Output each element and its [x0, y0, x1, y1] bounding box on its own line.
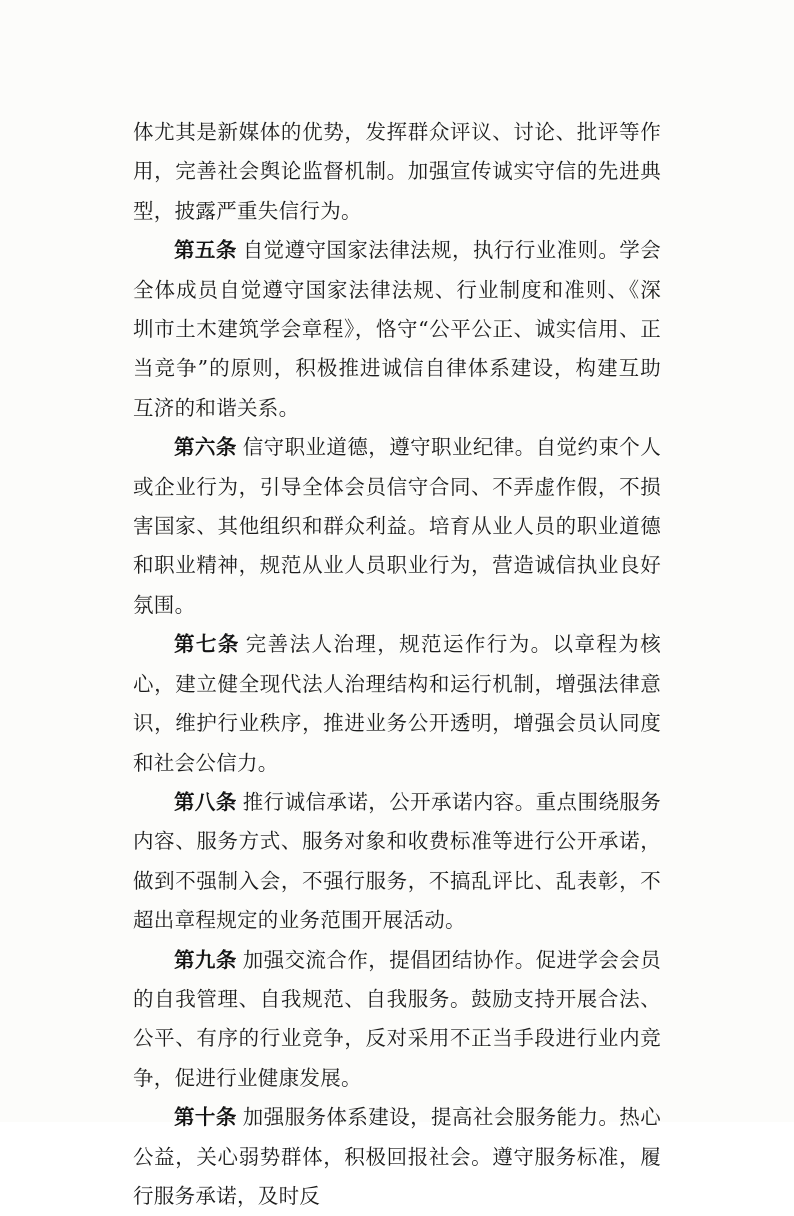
paragraph-text: 加强服务体系建设，提高社会服务能力。热心公益，关心弱势群体，积极回报社会。遵守服务标准，履行服务承诺，及时反 [133, 1105, 662, 1208]
paragraph-text: 完善法人治理，规范运作行为。以章程为核心，建立健全现代法人治理结构和运行机制，增强法律意识，维护行业秩序，推进业务公开透明，增强会员认同度和社会公信力。 [133, 632, 661, 775]
article-7 [133, 625, 661, 783]
paragraph-text: 推行诚信承诺，公开承诺内容。重点围绕服务内容、服务方式、服务对象和收费标准等进行公开承诺，做到不强制入会，不强行服务，不搞乱评比、乱表彰，不超出章程规定的业务范围开展活动。 [133, 789, 662, 933]
article-6 [133, 428, 661, 625]
article-10 [133, 1098, 661, 1216]
paragraph-text: 体尤其是新媒体的优势，发挥群众评议、讨论、批评等作用，完善社会舆论监督机制。加强宣传诚实守信的先进典型，披露严重失信行为。 [133, 120, 661, 223]
article-9 [133, 941, 661, 1099]
article-number: 第八条 [174, 789, 237, 814]
article-number: 第六条 [174, 435, 237, 460]
article-5 [133, 231, 661, 428]
article-number: 第九条 [174, 947, 237, 972]
article-number: 第五条 [174, 238, 237, 263]
article-number: 第七条 [174, 632, 240, 657]
paragraph-text: 自觉遵守国家法律法规，执行行业准则。学会全体成员自觉遵守国家法律法规、行业制度和准则、《深圳市土木建筑学会章程》，恪守“公平公正、诚实信用、正当竞争”的原则，积极推进诚信自律体系建设，构建互助互济的和谐关系。 [133, 238, 662, 420]
article-number: 第十条 [174, 1105, 237, 1130]
paragraph-text: 加强交流合作，提倡团结协作。促进学会会员的自我管理、自我规范、自我服务。鼓励支持开展合法、公平、有序的行业竞争，反对采用不正当手段进行业内竞争，促进行业健康发展。 [133, 947, 662, 1090]
paragraph-continuation [133, 113, 661, 231]
article-8 [133, 783, 661, 941]
paragraph-text: 信守职业道德，遵守职业纪律。自觉约束个人或企业行为，引导全体会员信守合同、不弄虚作假，不损害国家、其他组织和群众利益。培育从业人员的职业道德和职业精神，规范从业人员职业行为，营造诚信执业良好氛围。 [133, 435, 662, 617]
document-body [133, 113, 661, 1216]
